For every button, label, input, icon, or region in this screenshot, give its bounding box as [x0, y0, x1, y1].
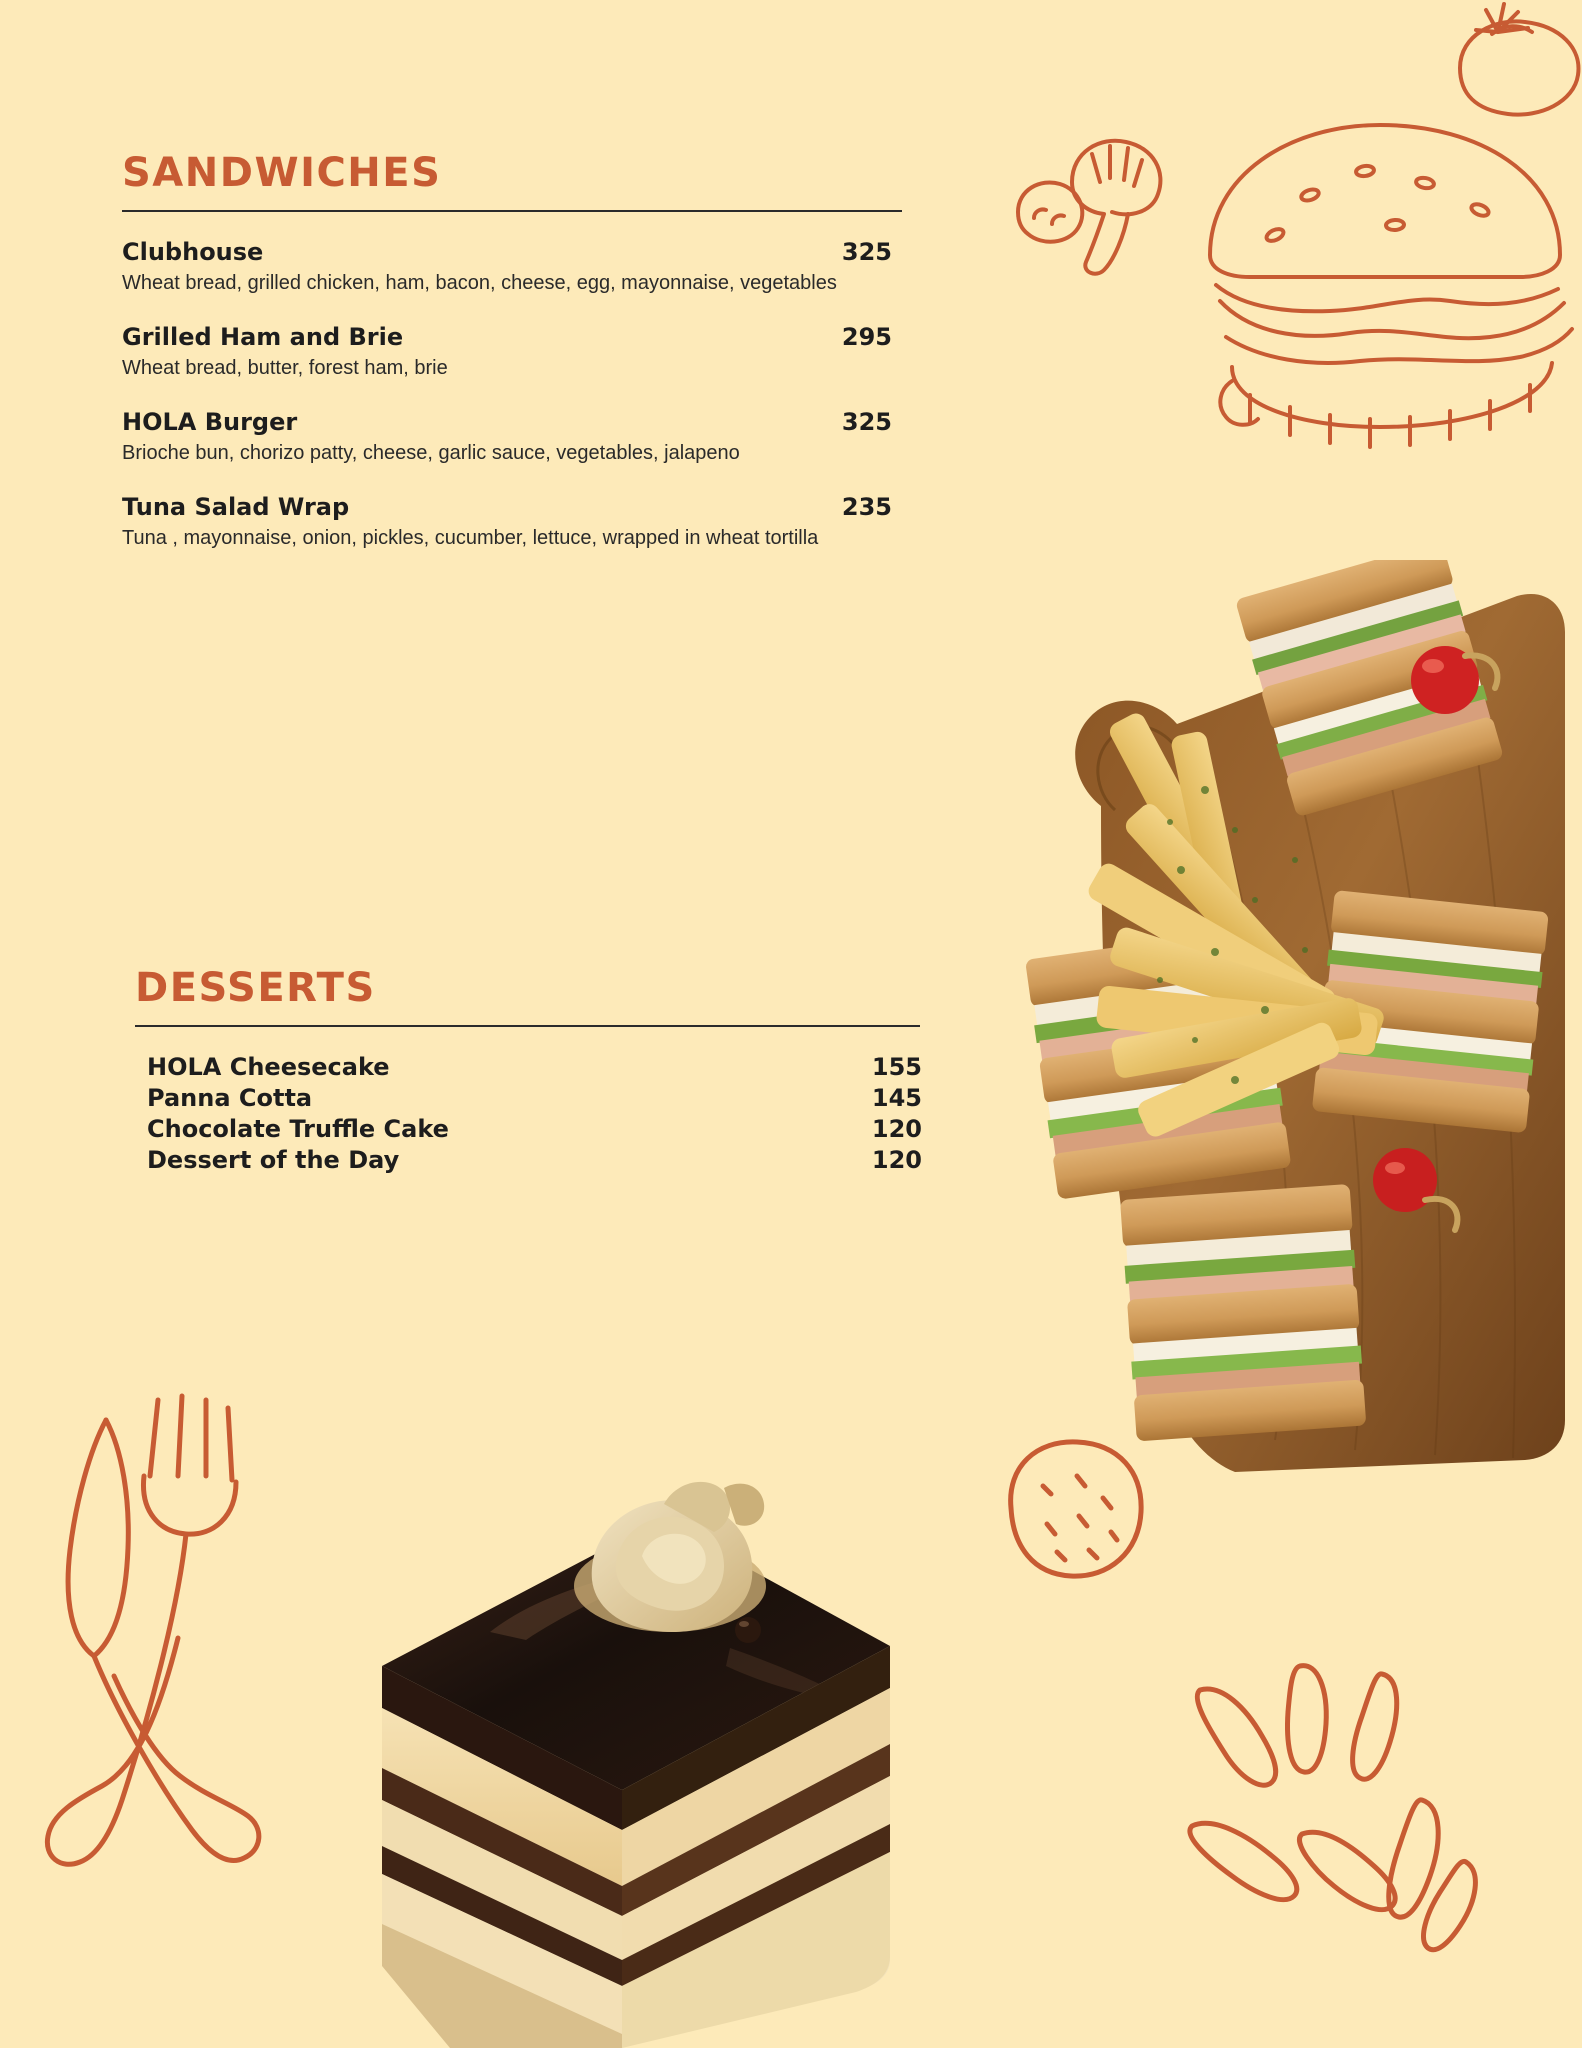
club-sandwich-platter-photo: [905, 560, 1565, 1480]
fries-doodle: [1170, 1650, 1530, 1970]
dessert-item-price: 120: [871, 1115, 922, 1143]
menu-item: [122, 238, 912, 297]
dessert-item-name: Panna Cotta: [147, 1084, 313, 1112]
burger-doodle: [1180, 105, 1582, 525]
tomato-doodle: [1400, 0, 1582, 120]
desserts-section: [135, 965, 935, 1177]
dessert-item: [147, 1084, 922, 1112]
menu-item-header: [122, 238, 892, 266]
menu-item-name: HOLA Burger: [122, 408, 298, 436]
section-divider: [122, 210, 902, 212]
dessert-item: [147, 1115, 922, 1143]
menu-item-price: 325: [841, 238, 892, 266]
menu-item-header: [122, 493, 892, 521]
menu-item: [122, 408, 912, 467]
menu-item-header: [122, 323, 892, 351]
dessert-item-price: 145: [871, 1084, 922, 1112]
section-title-sandwiches: SANDWICHES: [122, 150, 442, 196]
menu-item-description: Wheat bread, grilled chicken, ham, bacon, cheese, egg, mayonnaise, vegetables: [122, 272, 837, 294]
menu-item-description: Tuna , mayonnaise, onion, pickles, cucumber, lettuce, wrapped in wheat tortilla: [122, 527, 819, 549]
bread-slice-doodle: [985, 1420, 1165, 1600]
menu-item-description: Wheat bread, butter, forest ham, brie: [122, 357, 448, 379]
chocolate-cake-slice-photo: [330, 1400, 930, 2048]
menu-item-name: Grilled Ham and Brie: [122, 323, 404, 351]
sandwiches-section: [122, 150, 912, 578]
menu-item-name: Clubhouse: [122, 238, 264, 266]
menu-item-price: 235: [841, 493, 892, 521]
dessert-item-price: 155: [871, 1053, 922, 1081]
dessert-item: [147, 1053, 922, 1081]
dessert-item-price: 120: [871, 1146, 922, 1174]
dessert-item-name: Chocolate Truffle Cake: [147, 1115, 449, 1143]
fork-knife-doodle: [10, 1380, 310, 1900]
menu-item-header: [122, 408, 892, 436]
dessert-item-name: HOLA Cheesecake: [147, 1053, 390, 1081]
menu-item: [122, 323, 912, 382]
menu-item-price: 295: [841, 323, 892, 351]
dessert-item: [147, 1146, 922, 1174]
menu-item-name: Tuna Salad Wrap: [122, 493, 350, 521]
menu-item-price: 325: [841, 408, 892, 436]
menu-item-description: Brioche bun, chorizo patty, cheese, garlic sauce, vegetables, jalapeno: [122, 442, 740, 464]
mushroom-doodle: [1000, 120, 1200, 310]
menu-item: [122, 493, 912, 552]
section-title-desserts: DESSERTS: [135, 965, 376, 1011]
dessert-item-name: Dessert of the Day: [147, 1146, 400, 1174]
section-divider: [135, 1025, 920, 1027]
